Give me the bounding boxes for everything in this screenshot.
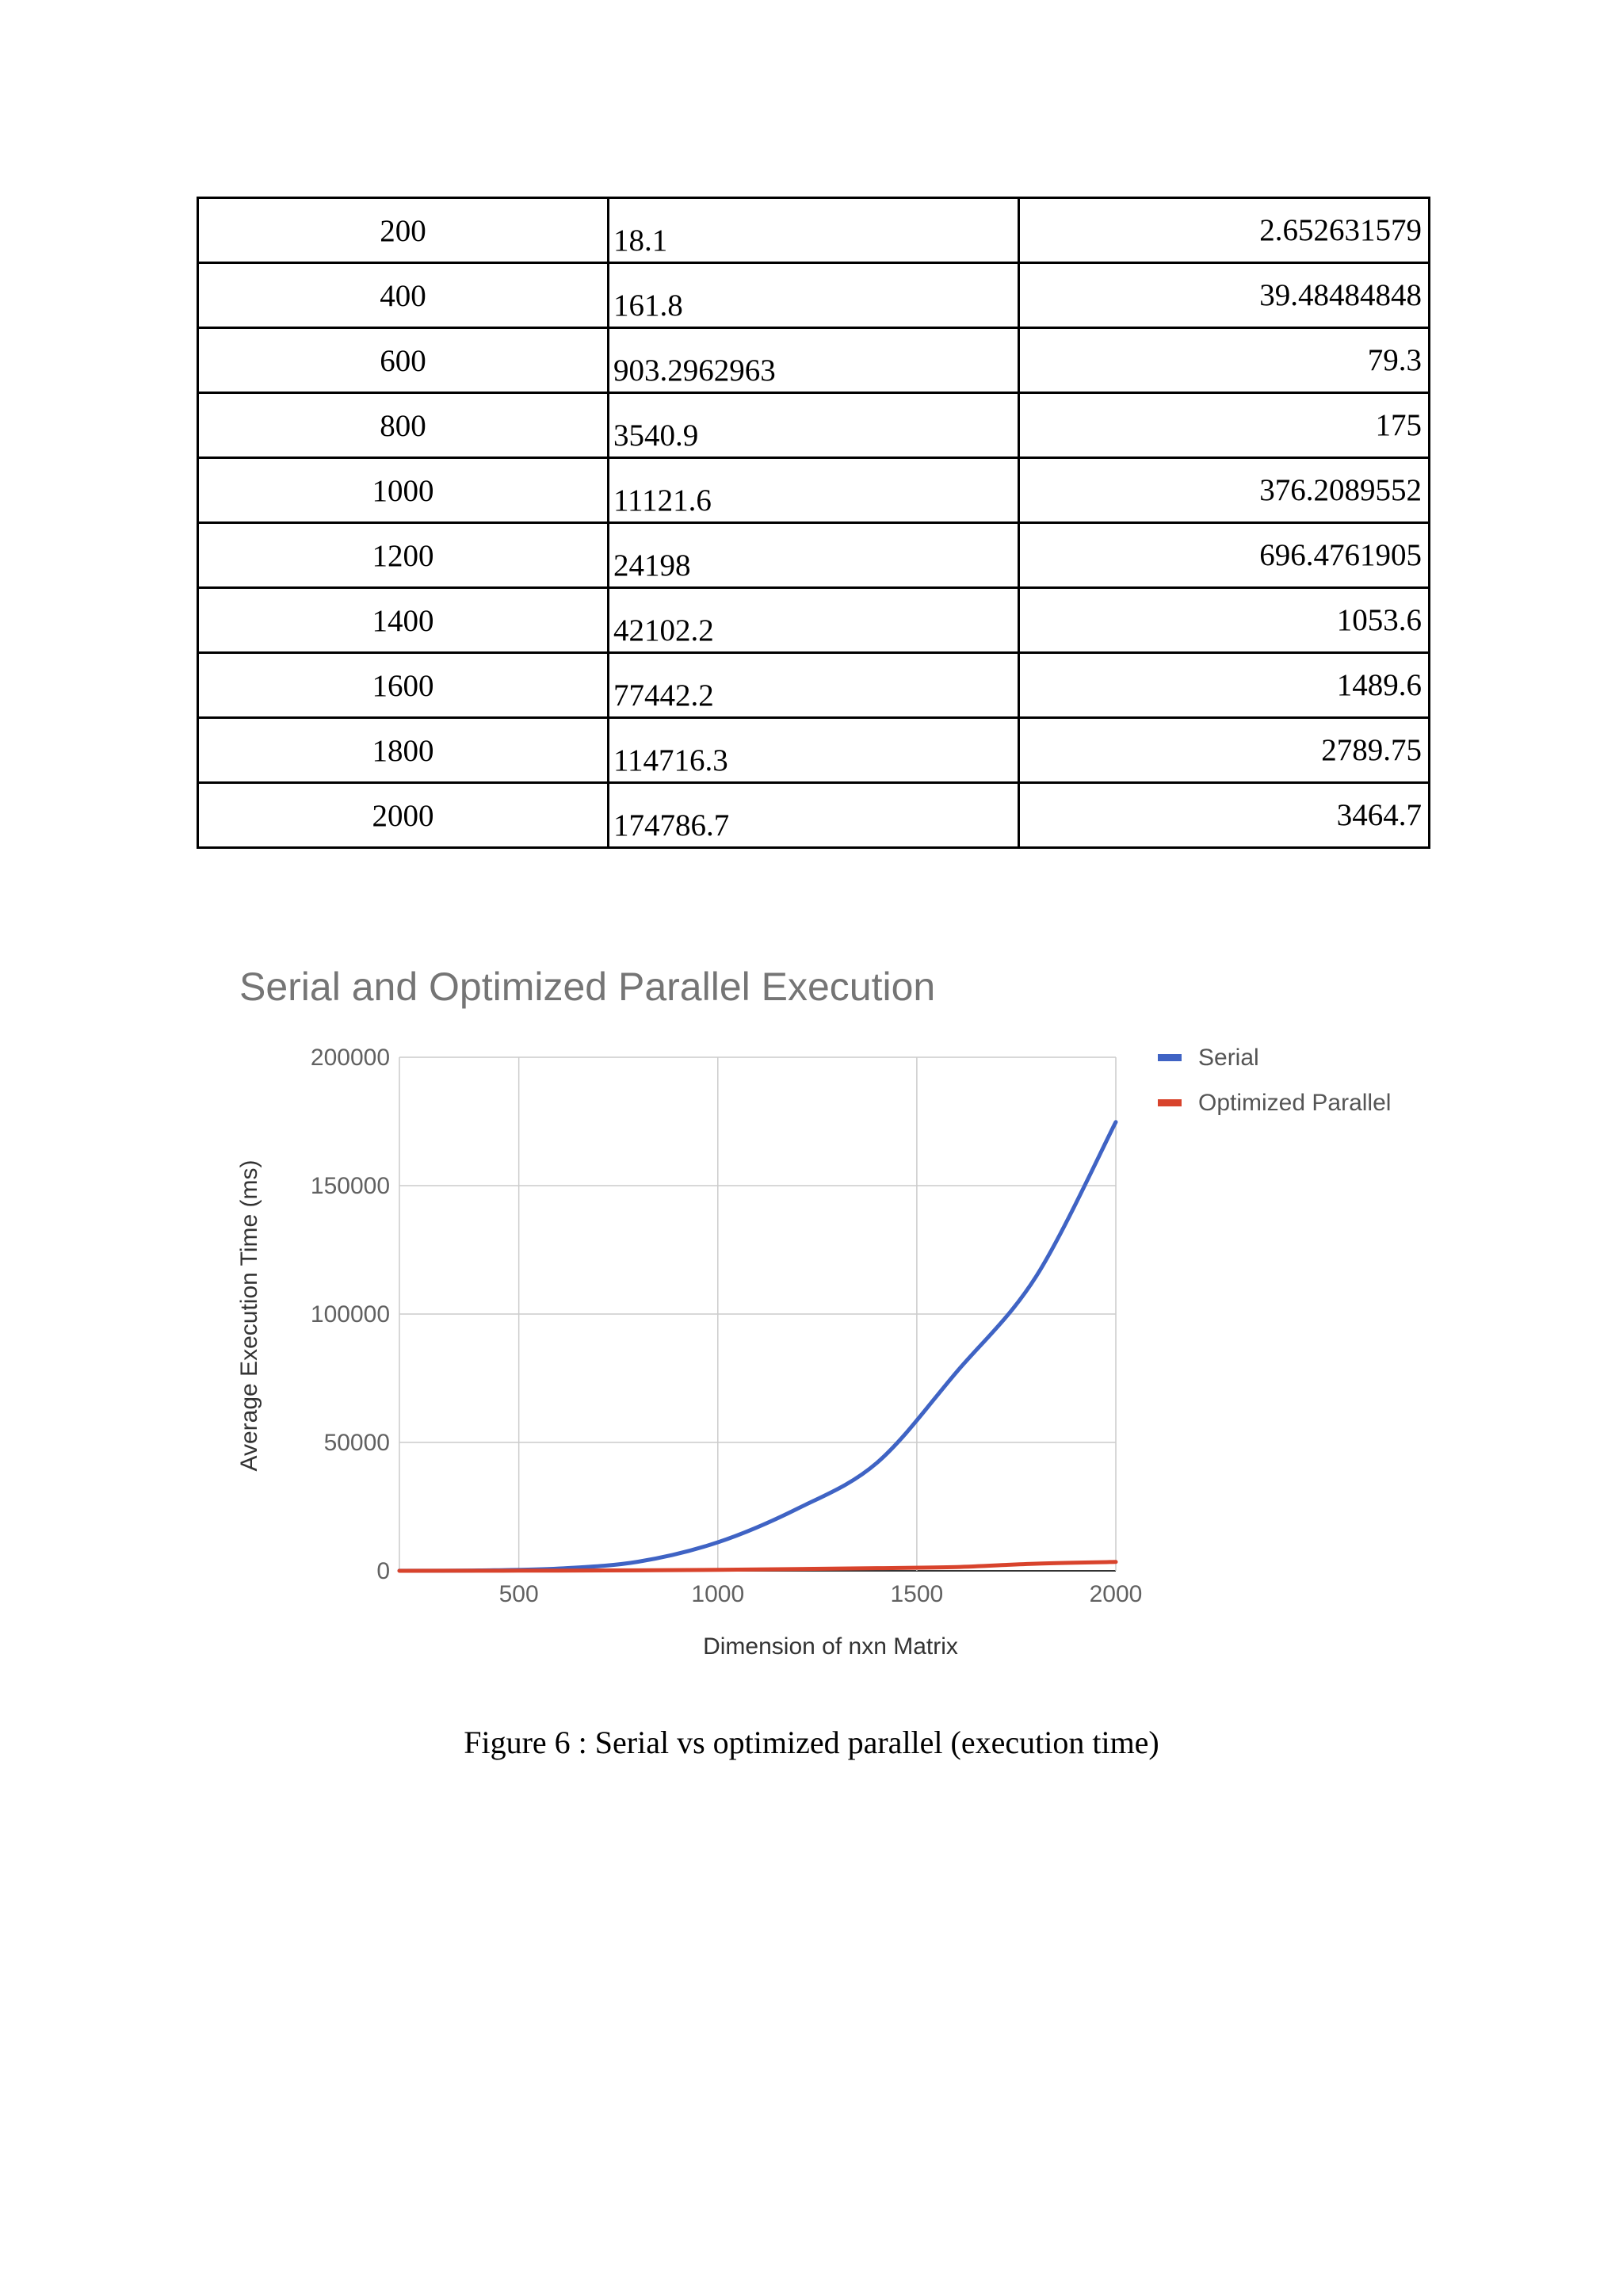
table-cell: 1489.6 [1019, 653, 1430, 718]
y-tick-label: 0 [376, 1558, 390, 1584]
x-tick-label: 1000 [691, 1581, 745, 1607]
chart-ticks [311, 1045, 1142, 1607]
series-line-1 [399, 1562, 1116, 1571]
table-cell: 600 [198, 328, 609, 393]
chart-title: Serial and Optimized Parallel Execution [239, 965, 936, 1009]
y-tick-label: 100000 [310, 1301, 390, 1328]
table-row [198, 263, 1430, 328]
results-table-body [198, 198, 1430, 848]
legend-swatch [1158, 1099, 1182, 1106]
y-axis-label: Average Execution Time (ms) [236, 1159, 262, 1472]
table-row [198, 328, 1430, 393]
x-tick-label: 2000 [1089, 1581, 1143, 1607]
table-cell: 376.2089552 [1019, 458, 1430, 523]
table-cell: 1000 [198, 458, 609, 523]
table-row [198, 653, 1430, 718]
legend-label: Optimized Parallel [1198, 1090, 1392, 1116]
table-cell: 11121.6 [609, 458, 1019, 523]
table-cell: 174786.7 [609, 783, 1019, 848]
table-cell: 114716.3 [609, 718, 1019, 783]
x-axis-label: Dimension of nxn Matrix [703, 1633, 958, 1660]
legend-label: Serial [1198, 1045, 1259, 1071]
table-cell: 400 [198, 263, 609, 328]
chart-grid [399, 1057, 1116, 1571]
series-line-0 [399, 1122, 1116, 1571]
table-cell: 2.652631579 [1019, 198, 1430, 263]
table-cell: 42102.2 [609, 588, 1019, 653]
table-row [198, 718, 1430, 783]
table-row [198, 198, 1430, 263]
table-cell: 1800 [198, 718, 609, 783]
table-cell: 1200 [198, 523, 609, 588]
table-cell: 39.48484848 [1019, 263, 1430, 328]
x-tick-label: 500 [498, 1581, 539, 1607]
chart-legend [1158, 1045, 1391, 1116]
table-cell: 1600 [198, 653, 609, 718]
table-cell: 800 [198, 393, 609, 458]
y-tick-label: 200000 [310, 1045, 390, 1071]
y-tick-label: 150000 [310, 1173, 390, 1199]
table-cell: 2789.75 [1019, 718, 1430, 783]
table-cell: 2000 [198, 783, 609, 848]
x-tick-label: 1500 [890, 1581, 944, 1607]
table-cell: 175 [1019, 393, 1430, 458]
chart-series [399, 1122, 1116, 1571]
table-cell: 79.3 [1019, 328, 1430, 393]
table-cell: 903.2962963 [609, 328, 1019, 393]
table-row [198, 588, 1430, 653]
legend-swatch [1158, 1054, 1182, 1061]
y-tick-label: 50000 [323, 1430, 390, 1456]
table-row [198, 783, 1430, 848]
table-cell: 1400 [198, 588, 609, 653]
table-cell: 18.1 [609, 198, 1019, 263]
table-cell: 77442.2 [609, 653, 1019, 718]
table-cell: 200 [198, 198, 609, 263]
table-cell: 1053.6 [1019, 588, 1430, 653]
table-cell: 24198 [609, 523, 1019, 588]
table-row [198, 523, 1430, 588]
table-cell: 161.8 [609, 263, 1019, 328]
table-row [198, 458, 1430, 523]
table-cell: 3464.7 [1019, 783, 1430, 848]
figure-caption: Figure 6 : Serial vs optimized parallel (execution time) [464, 1725, 1159, 1760]
table-row [198, 393, 1430, 458]
results-table [197, 197, 1430, 849]
table-cell: 696.4761905 [1019, 523, 1430, 588]
table-cell: 3540.9 [609, 393, 1019, 458]
